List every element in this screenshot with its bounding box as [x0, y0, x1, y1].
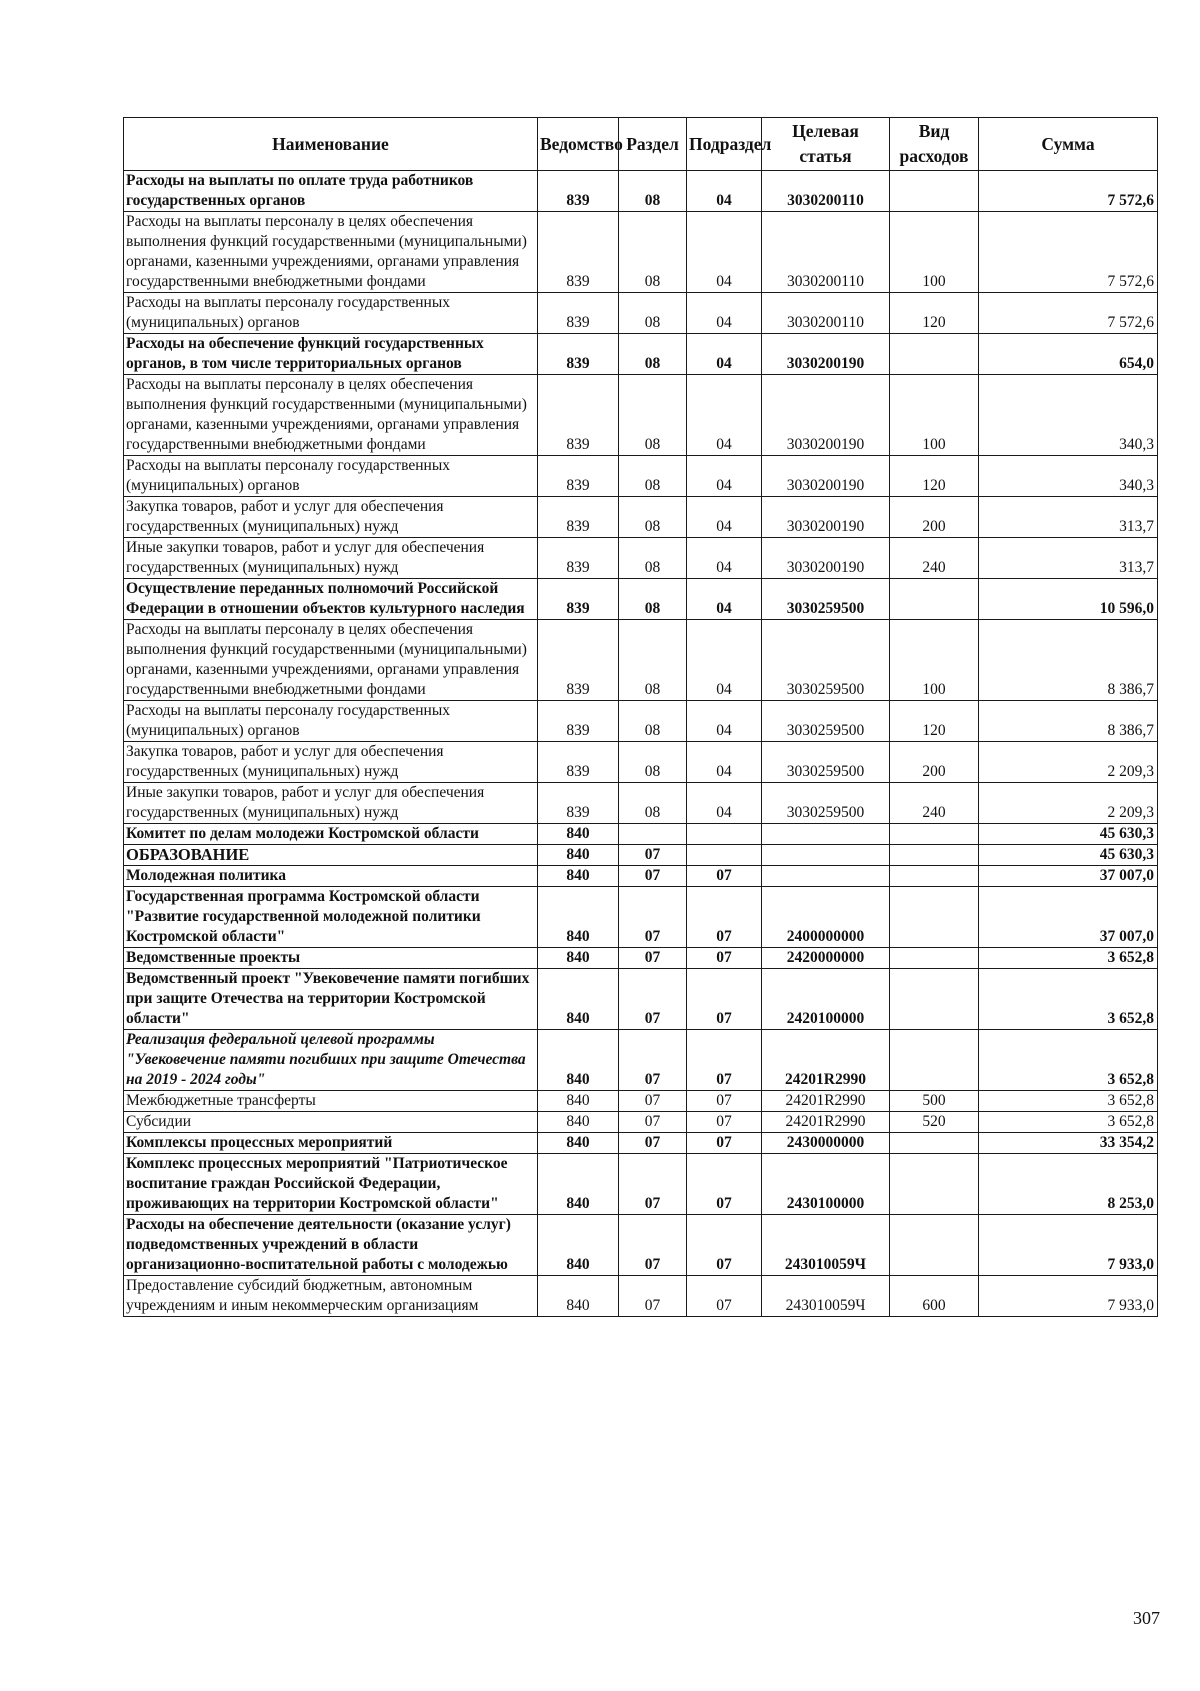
row-target-article: 3030259500 — [762, 701, 890, 742]
row-subsection: 07 — [687, 1215, 762, 1276]
row-amount: 3 652,8 — [979, 1030, 1158, 1091]
row-department: 839 — [538, 620, 619, 701]
row-amount: 313,7 — [979, 497, 1158, 538]
row-name: ОБРАЗОВАНИЕ — [124, 845, 538, 866]
row-subsection: 07 — [687, 948, 762, 969]
row-target-article: 2430100000 — [762, 1154, 890, 1215]
table-row — [124, 845, 1158, 866]
table-row — [124, 866, 1158, 887]
row-section: 07 — [619, 887, 687, 948]
row-section: 08 — [619, 293, 687, 334]
row-expense-type — [890, 845, 979, 866]
row-section: 08 — [619, 497, 687, 538]
row-section: 08 — [619, 375, 687, 456]
row-department: 839 — [538, 579, 619, 620]
row-department: 839 — [538, 212, 619, 293]
row-amount: 3 652,8 — [979, 1112, 1158, 1133]
table-row — [124, 456, 1158, 497]
row-expense-type — [890, 579, 979, 620]
row-subsection: 07 — [687, 887, 762, 948]
table-row — [124, 1154, 1158, 1215]
row-section: 07 — [619, 845, 687, 866]
row-amount: 7 933,0 — [979, 1276, 1158, 1317]
row-section: 07 — [619, 1091, 687, 1112]
row-amount: 37 007,0 — [979, 866, 1158, 887]
row-section: 08 — [619, 456, 687, 497]
row-name: Расходы на обеспечение деятельности (оказание услуг) подведомственных учреждений в области организационно-воспитательной работы с молодежью — [124, 1215, 538, 1276]
row-amount: 3 652,8 — [979, 969, 1158, 1030]
budget-table — [123, 117, 1158, 1317]
row-target-article: 3030200190 — [762, 456, 890, 497]
row-name: Комплекс процессных мероприятий "Патриотическое воспитание граждан Российской Федерации, проживающих на территории Костромской области" — [124, 1154, 538, 1215]
row-subsection — [687, 824, 762, 845]
row-target-article: 3030200110 — [762, 171, 890, 212]
row-target-article: 3030200110 — [762, 293, 890, 334]
row-section: 08 — [619, 620, 687, 701]
table-row — [124, 824, 1158, 845]
row-department: 840 — [538, 969, 619, 1030]
row-section: 08 — [619, 783, 687, 824]
row-name: Предоставление субсидий бюджетным, автономным учреждениям и иным некоммерческим организациям — [124, 1276, 538, 1317]
row-name: Иные закупки товаров, работ и услуг для обеспечения государственных (муниципальных) нужд — [124, 783, 538, 824]
table-body — [124, 171, 1158, 1317]
row-name: Субсидии — [124, 1112, 538, 1133]
table-row — [124, 538, 1158, 579]
header-target-article: Целевая статья — [762, 118, 890, 171]
table-row — [124, 212, 1158, 293]
row-expense-type: 120 — [890, 456, 979, 497]
table-row — [124, 1030, 1158, 1091]
row-expense-type — [890, 171, 979, 212]
row-target-article — [762, 845, 890, 866]
row-target-article: 2420100000 — [762, 969, 890, 1030]
row-section: 07 — [619, 948, 687, 969]
row-target-article — [762, 866, 890, 887]
row-name: Расходы на выплаты персоналу в целях обеспечения выполнения функций государственными (муниципальными) органами, казенными учреждениями, органами управления государственными внебюджетными фондами — [124, 212, 538, 293]
row-section: 08 — [619, 538, 687, 579]
row-target-article: 2420000000 — [762, 948, 890, 969]
row-expense-type: 100 — [890, 620, 979, 701]
page-number: 307 — [1133, 1608, 1160, 1628]
row-subsection: 07 — [687, 866, 762, 887]
row-name: Молодежная политика — [124, 866, 538, 887]
row-amount: 313,7 — [979, 538, 1158, 579]
row-target-article: 2400000000 — [762, 887, 890, 948]
table-row — [124, 783, 1158, 824]
header-name: Наименование — [124, 118, 538, 171]
row-amount: 8 253,0 — [979, 1154, 1158, 1215]
table-row — [124, 948, 1158, 969]
table-row — [124, 497, 1158, 538]
table-row — [124, 1112, 1158, 1133]
row-subsection: 04 — [687, 783, 762, 824]
row-section: 07 — [619, 1133, 687, 1154]
row-expense-type: 120 — [890, 701, 979, 742]
header-department: Ведомство — [538, 118, 619, 171]
row-target-article: 3030259500 — [762, 579, 890, 620]
row-target-article: 24201R2990 — [762, 1030, 890, 1091]
row-expense-type: 240 — [890, 783, 979, 824]
header-amount: Сумма — [979, 118, 1158, 171]
row-target-article: 3030259500 — [762, 620, 890, 701]
row-expense-type — [890, 1133, 979, 1154]
row-amount: 7 572,6 — [979, 293, 1158, 334]
row-department: 840 — [538, 948, 619, 969]
row-subsection: 07 — [687, 969, 762, 1030]
row-department: 840 — [538, 824, 619, 845]
row-subsection: 07 — [687, 1030, 762, 1091]
row-target-article: 24201R2990 — [762, 1091, 890, 1112]
row-subsection: 04 — [687, 538, 762, 579]
row-section: 07 — [619, 1112, 687, 1133]
row-expense-type: 520 — [890, 1112, 979, 1133]
row-expense-type — [890, 334, 979, 375]
row-expense-type: 100 — [890, 375, 979, 456]
row-department: 840 — [538, 1215, 619, 1276]
row-section: 07 — [619, 1030, 687, 1091]
table-row — [124, 1133, 1158, 1154]
row-expense-type — [890, 948, 979, 969]
row-department: 839 — [538, 783, 619, 824]
table-row — [124, 579, 1158, 620]
row-department: 840 — [538, 887, 619, 948]
row-department: 840 — [538, 1276, 619, 1317]
row-amount: 340,3 — [979, 375, 1158, 456]
row-amount: 8 386,7 — [979, 701, 1158, 742]
table-row — [124, 375, 1158, 456]
table-row — [124, 701, 1158, 742]
row-subsection: 04 — [687, 742, 762, 783]
row-target-article: 3030200190 — [762, 497, 890, 538]
table-row — [124, 620, 1158, 701]
row-amount: 7 572,6 — [979, 171, 1158, 212]
row-expense-type: 100 — [890, 212, 979, 293]
row-amount: 3 652,8 — [979, 1091, 1158, 1112]
row-name: Межбюджетные трансферты — [124, 1091, 538, 1112]
row-target-article: 3030200190 — [762, 375, 890, 456]
row-expense-type: 120 — [890, 293, 979, 334]
row-name: Расходы на выплаты персоналу государственных (муниципальных) органов — [124, 456, 538, 497]
table-row — [124, 969, 1158, 1030]
row-target-article: 24201R2990 — [762, 1112, 890, 1133]
table-row — [124, 171, 1158, 212]
row-name: Реализация федеральной целевой программы "Увековечение памяти погибших при защите Отечества на 2019 - 2024 годы" — [124, 1030, 538, 1091]
row-target-article: 2430000000 — [762, 1133, 890, 1154]
row-name: Закупка товаров, работ и услуг для обеспечения государственных (муниципальных) нужд — [124, 497, 538, 538]
row-name: Расходы на выплаты персоналу государственных (муниципальных) органов — [124, 701, 538, 742]
row-target-article: 3030259500 — [762, 742, 890, 783]
row-subsection: 04 — [687, 375, 762, 456]
row-department: 839 — [538, 171, 619, 212]
row-amount: 654,0 — [979, 334, 1158, 375]
row-expense-type: 500 — [890, 1091, 979, 1112]
row-section — [619, 824, 687, 845]
row-expense-type: 200 — [890, 497, 979, 538]
row-expense-type: 200 — [890, 742, 979, 783]
row-target-article: 3030200190 — [762, 538, 890, 579]
row-name: Иные закупки товаров, работ и услуг для обеспечения государственных (муниципальных) нужд — [124, 538, 538, 579]
row-name: Закупка товаров, работ и услуг для обеспечения государственных (муниципальных) нужд — [124, 742, 538, 783]
row-subsection: 04 — [687, 497, 762, 538]
row-expense-type — [890, 866, 979, 887]
row-amount: 2 209,3 — [979, 783, 1158, 824]
row-name: Расходы на выплаты персоналу в целях обеспечения выполнения функций государственными (муниципальными) органами, казенными учреждениями, органами управления государственными внебюджетными фондами — [124, 375, 538, 456]
row-subsection: 04 — [687, 171, 762, 212]
table-row — [124, 1215, 1158, 1276]
row-department: 840 — [538, 1030, 619, 1091]
row-subsection: 07 — [687, 1276, 762, 1317]
row-section: 07 — [619, 866, 687, 887]
row-section: 08 — [619, 579, 687, 620]
row-subsection: 07 — [687, 1133, 762, 1154]
row-name: Осуществление переданных полномочий Российской Федерации в отношении объектов культурного наследия — [124, 579, 538, 620]
row-subsection: 07 — [687, 1091, 762, 1112]
row-amount: 45 630,3 — [979, 824, 1158, 845]
header-expense-type: Вид расходов — [890, 118, 979, 171]
row-subsection: 04 — [687, 456, 762, 497]
row-name: Комитет по делам молодежи Костромской области — [124, 824, 538, 845]
table-row — [124, 742, 1158, 783]
header-section: Раздел — [619, 118, 687, 171]
row-expense-type — [890, 824, 979, 845]
row-amount: 2 209,3 — [979, 742, 1158, 783]
row-name: Ведомственные проекты — [124, 948, 538, 969]
row-expense-type — [890, 969, 979, 1030]
row-name: Расходы на выплаты по оплате труда работников государственных органов — [124, 171, 538, 212]
row-department: 839 — [538, 293, 619, 334]
header-subsection: Подраздел — [687, 118, 762, 171]
row-expense-type — [890, 1154, 979, 1215]
row-amount: 7 572,6 — [979, 212, 1158, 293]
row-target-article: 3030200190 — [762, 334, 890, 375]
row-subsection: 07 — [687, 1154, 762, 1215]
row-department: 839 — [538, 538, 619, 579]
row-section: 08 — [619, 171, 687, 212]
table-row — [124, 1276, 1158, 1317]
row-amount: 45 630,3 — [979, 845, 1158, 866]
row-department: 839 — [538, 375, 619, 456]
row-section: 08 — [619, 701, 687, 742]
row-department: 840 — [538, 1091, 619, 1112]
row-name: Расходы на выплаты персоналу в целях обеспечения выполнения функций государственными (муниципальными) органами, казенными учреждениями, органами управления государственными внебюджетными фондами — [124, 620, 538, 701]
row-amount: 33 354,2 — [979, 1133, 1158, 1154]
row-amount: 340,3 — [979, 456, 1158, 497]
row-department: 839 — [538, 742, 619, 783]
table-row — [124, 1091, 1158, 1112]
row-name: Ведомственный проект "Увековечение памяти погибших при защите Отечества на территории Костромской области" — [124, 969, 538, 1030]
row-target-article: 3030259500 — [762, 783, 890, 824]
row-expense-type: 240 — [890, 538, 979, 579]
row-subsection — [687, 845, 762, 866]
row-name: Государственная программа Костромской области "Развитие государственной молодежной политики Костромской области" — [124, 887, 538, 948]
row-amount: 3 652,8 — [979, 948, 1158, 969]
row-expense-type — [890, 887, 979, 948]
row-subsection: 07 — [687, 1112, 762, 1133]
row-department: 839 — [538, 701, 619, 742]
table-row — [124, 887, 1158, 948]
row-expense-type: 600 — [890, 1276, 979, 1317]
row-section: 08 — [619, 334, 687, 375]
row-department: 840 — [538, 1154, 619, 1215]
row-section: 08 — [619, 742, 687, 783]
row-subsection: 04 — [687, 620, 762, 701]
row-amount: 37 007,0 — [979, 887, 1158, 948]
row-subsection: 04 — [687, 293, 762, 334]
row-name: Комплексы процессных мероприятий — [124, 1133, 538, 1154]
row-target-article: 243010059Ч — [762, 1215, 890, 1276]
row-department: 840 — [538, 845, 619, 866]
row-name: Расходы на выплаты персоналу государственных (муниципальных) органов — [124, 293, 538, 334]
row-department: 840 — [538, 1133, 619, 1154]
row-subsection: 04 — [687, 334, 762, 375]
row-department: 839 — [538, 497, 619, 538]
row-department: 839 — [538, 456, 619, 497]
row-department: 840 — [538, 866, 619, 887]
row-target-article — [762, 824, 890, 845]
row-expense-type — [890, 1030, 979, 1091]
row-amount: 7 933,0 — [979, 1215, 1158, 1276]
row-department: 839 — [538, 334, 619, 375]
row-section: 08 — [619, 212, 687, 293]
table-header-row — [124, 118, 1158, 171]
row-section: 07 — [619, 1215, 687, 1276]
row-subsection: 04 — [687, 579, 762, 620]
row-target-article: 3030200110 — [762, 212, 890, 293]
row-section: 07 — [619, 1276, 687, 1317]
row-subsection: 04 — [687, 212, 762, 293]
row-amount: 10 596,0 — [979, 579, 1158, 620]
table-row — [124, 293, 1158, 334]
row-expense-type — [890, 1215, 979, 1276]
row-subsection: 04 — [687, 701, 762, 742]
row-name: Расходы на обеспечение функций государственных органов, в том числе территориальных органов — [124, 334, 538, 375]
row-amount: 8 386,7 — [979, 620, 1158, 701]
row-department: 840 — [538, 1112, 619, 1133]
row-section: 07 — [619, 969, 687, 1030]
row-section: 07 — [619, 1154, 687, 1215]
table-row — [124, 334, 1158, 375]
row-target-article: 243010059Ч — [762, 1276, 890, 1317]
